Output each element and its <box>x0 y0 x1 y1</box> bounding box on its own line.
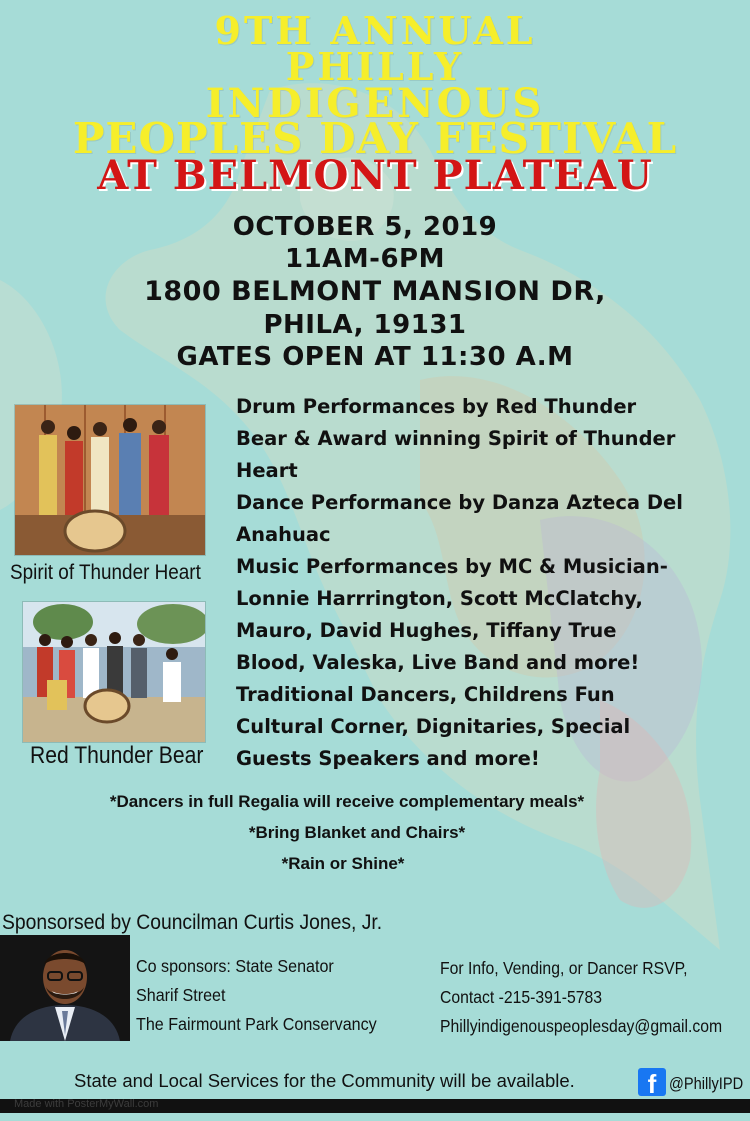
cosponsors-list <box>136 952 377 1039</box>
title-location: AT BELMONT PLATEAU <box>97 152 653 199</box>
details-line: Traditional Dancers, Childrens Fun <box>236 683 615 706</box>
cosponsor-line: Co sponsors: State Senator <box>136 956 334 976</box>
note-bring-blanket: *Bring Blanket and Chairs* <box>248 823 466 842</box>
details-line: Dance Performance by Danza Azteca Del <box>236 491 683 514</box>
sponsor-title: Sponsorsed by Councilman Curtis Jones, Jr. <box>2 911 383 934</box>
event-date: OCTOBER 5, 2019 <box>232 212 498 242</box>
event-address-city: PHILA, 19131 <box>263 310 467 340</box>
note-rain-or-shine: *Rain or Shine* <box>281 854 405 873</box>
contact-phone: Contact -215-391-5783 <box>440 987 602 1007</box>
event-time: 11AM-6PM <box>285 244 445 274</box>
details-line: Blood, Valeska, Live Band and more! <box>236 651 640 674</box>
details-line: Guests Speakers and more! <box>236 747 540 770</box>
contact-line: For Info, Vending, or Dancer RSVP, <box>440 958 688 978</box>
facebook-icon[interactable]: f <box>638 1068 666 1096</box>
event-gates-open: GATES OPEN AT 11:30 A.M <box>176 342 574 372</box>
title-line-philly: PHILLY <box>285 44 465 89</box>
performance-details <box>236 391 746 775</box>
footer-services-note: State and Local Services for the Community will be available. <box>74 1070 575 1091</box>
red-thunder-bear-photo <box>22 601 206 743</box>
details-line: Music Performances by MC & Musician- <box>236 555 668 578</box>
title-line-festival: PEOPLES DAY FESTIVAL <box>72 114 678 163</box>
spirit-of-thunder-heart-photo <box>14 404 206 556</box>
note-regalia-meals: *Dancers in full Regalia will receive complementary meals* <box>109 792 585 811</box>
contact-info <box>440 954 722 1041</box>
watermark: Made with PosterMyWall.com <box>14 1098 159 1110</box>
councilman-photo <box>0 935 130 1041</box>
facebook-handle[interactable]: @PhillyIPD <box>669 1074 744 1093</box>
cosponsor-line: Sharif Street <box>136 985 226 1005</box>
contact-email: Phillyindigenouspeoplesday@gmail.com <box>440 1016 723 1036</box>
details-line: Drum Performances by Red Thunder <box>236 395 637 418</box>
details-line: Lonnie Harrrington, Scott McClatchy, <box>236 587 643 610</box>
details-line: Bear & Award winning Spirit of Thunder <box>236 427 676 450</box>
photo-caption-red-thunder-bear: Red Thunder Bear <box>30 742 204 769</box>
title-line-annual: 9TH ANNUAL <box>214 8 536 53</box>
details-line: Cultural Corner, Dignitaries, Special <box>236 715 631 738</box>
details-line: Anahuac <box>236 523 331 546</box>
photo-caption-thunder-heart: Spirit of Thunder Heart <box>10 561 201 584</box>
title-line-indigenous: INDIGENOUS <box>205 80 545 127</box>
details-line: Mauro, David Hughes, Tiffany True <box>236 619 617 642</box>
cosponsor-line: The Fairmount Park Conservancy <box>136 1014 377 1034</box>
event-address-street: 1800 BELMONT MANSION DR, <box>144 276 606 307</box>
details-line: Heart <box>236 459 298 482</box>
